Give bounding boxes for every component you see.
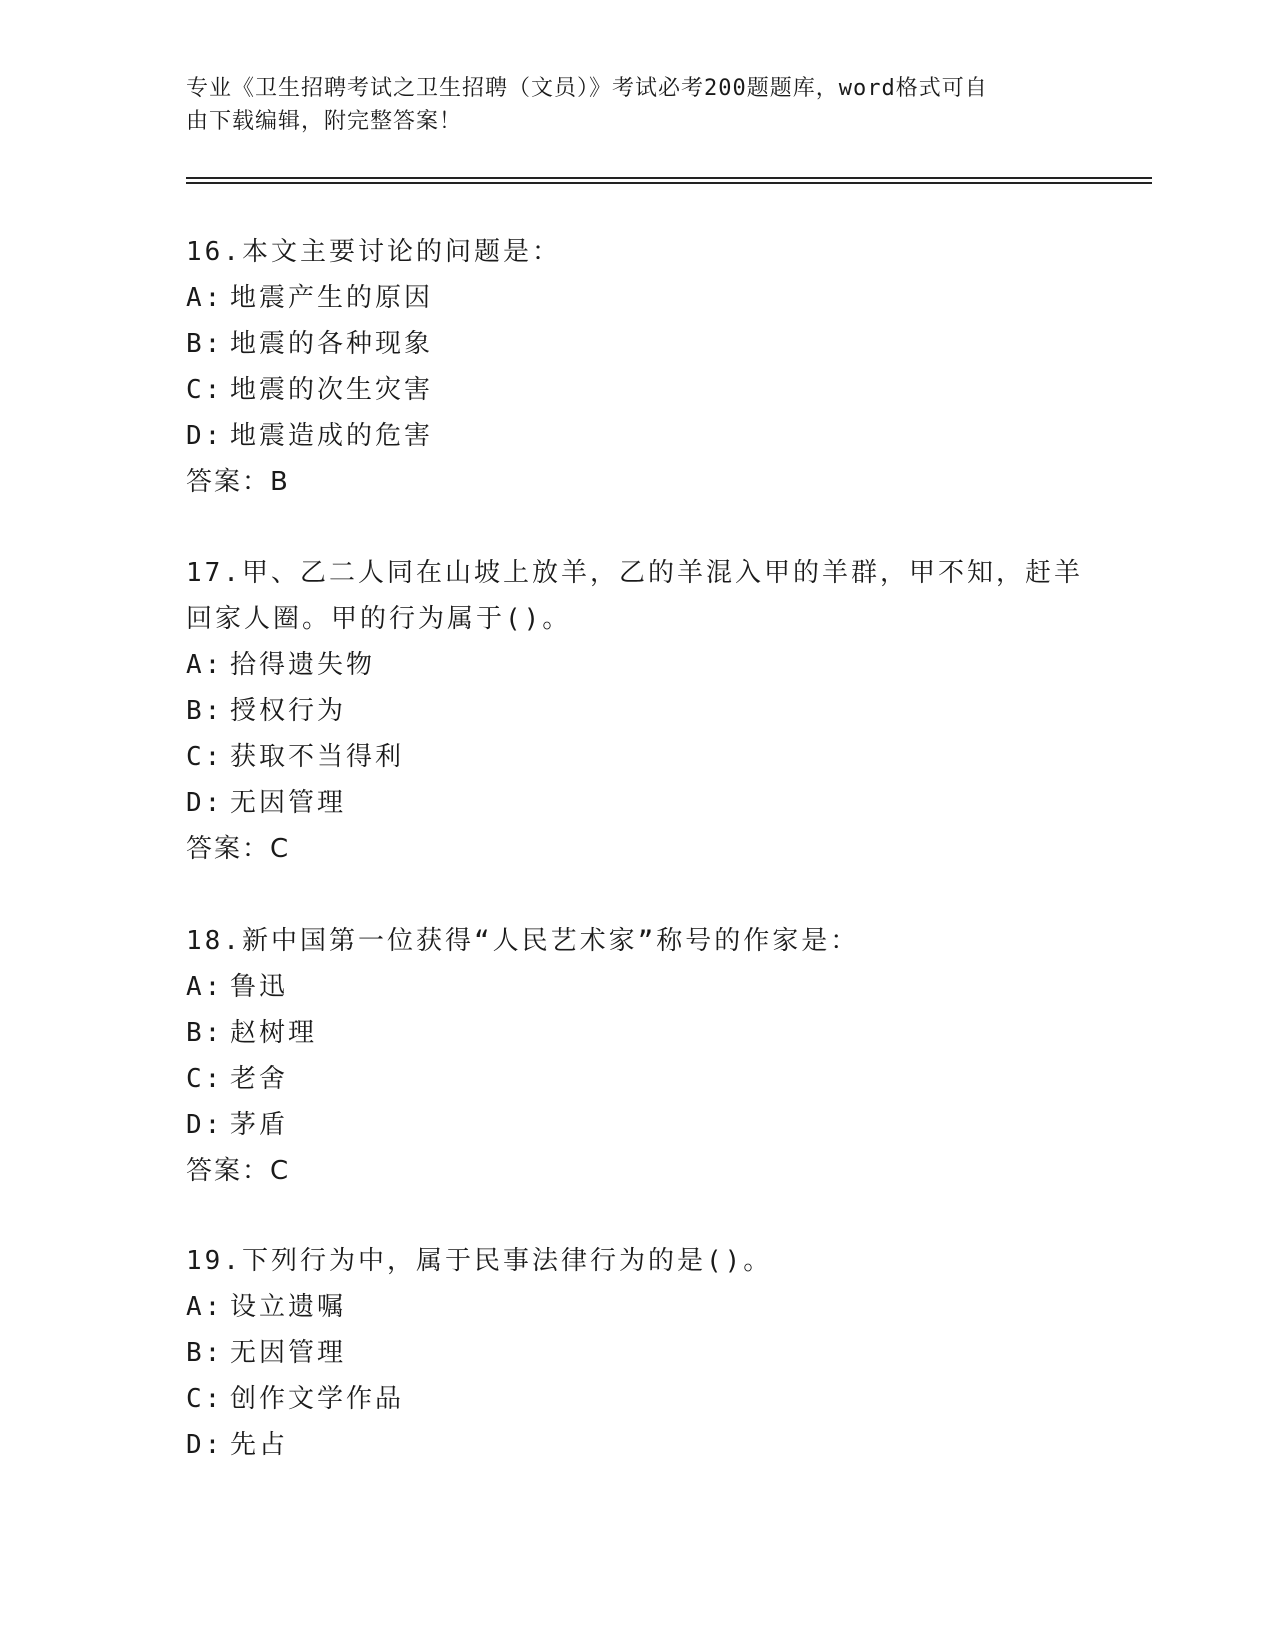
option-letter: B: [186,696,224,726]
option-text: 无因管理 [230,1338,347,1368]
option-text: 获取不当得利 [230,742,405,772]
answer: 答案：C [186,834,291,864]
document-header [186,72,1066,138]
option-letter: D: [186,421,224,451]
header-line-2: 由下载编辑，附完整答案！ [186,109,463,134]
option-letter: C: [186,742,224,772]
answer: 答案：C [186,1156,291,1186]
option-letter: A: [186,283,224,313]
option-letter: D: [186,1110,224,1140]
option-text: 赵树理 [230,1018,318,1048]
option-letter: A: [186,1292,224,1322]
question-stem: 18.新中国第一位获得“人民艺术家”称号的作家是： [186,926,860,956]
question-19 [186,1238,1086,1468]
option-letter: B: [186,329,224,359]
header-rule-top [186,177,1152,179]
option-text: 茅盾 [230,1110,289,1140]
option-letter: C: [186,375,224,405]
option-a [186,642,1086,688]
option-d [186,1422,1086,1468]
option-letter: B: [186,1018,224,1048]
header-rule-bottom [186,182,1152,184]
option-c [186,1376,1086,1422]
option-letter: B: [186,1338,224,1368]
option-a [186,275,1086,321]
option-c [186,367,1086,413]
question-stem-line-1: 17.甲、乙二人同在山坡上放羊，乙的羊混入甲的羊群，甲不知，赶羊 [186,558,1083,588]
question-stem: 19.下列行为中，属于民事法律行为的是()。 [186,1246,773,1276]
option-letter: D: [186,1430,224,1460]
question-stem: 16.本文主要讨论的问题是： [186,237,561,267]
option-d [186,780,1086,826]
option-b [186,321,1086,367]
option-d [186,413,1086,459]
option-b [186,1330,1086,1376]
question-stem-line-2: 回家人圈。甲的行为属于()。 [186,604,572,634]
option-text: 地震产生的原因 [230,283,434,313]
option-text: 设立遗嘱 [230,1292,347,1322]
option-text: 授权行为 [230,696,347,726]
option-letter: C: [186,1064,224,1094]
option-c [186,734,1086,780]
option-text: 拾得遗失物 [230,650,376,680]
option-d [186,1102,1086,1148]
option-a [186,964,1086,1010]
option-text: 老舍 [230,1064,289,1094]
option-text: 地震的各种现象 [230,329,434,359]
option-text: 地震造成的危害 [230,421,434,451]
option-a [186,1284,1086,1330]
option-text: 地震的次生灾害 [230,375,434,405]
question-18 [186,918,1086,1194]
option-letter: D: [186,788,224,818]
answer: 答案：B [186,467,290,497]
question-16 [186,229,1086,505]
question-17 [186,550,1086,872]
option-c [186,1056,1086,1102]
option-text: 先占 [230,1430,289,1460]
option-text: 创作文学作品 [230,1384,405,1414]
option-letter: A: [186,650,224,680]
option-text: 无因管理 [230,788,347,818]
option-letter: C: [186,1384,224,1414]
option-b [186,1010,1086,1056]
header-line-1: 专业《卫生招聘考试之卫生招聘（文员）》考试必考200题题库，word格式可自 [186,76,988,101]
option-text: 鲁迅 [230,972,289,1002]
option-b [186,688,1086,734]
option-letter: A: [186,972,224,1002]
